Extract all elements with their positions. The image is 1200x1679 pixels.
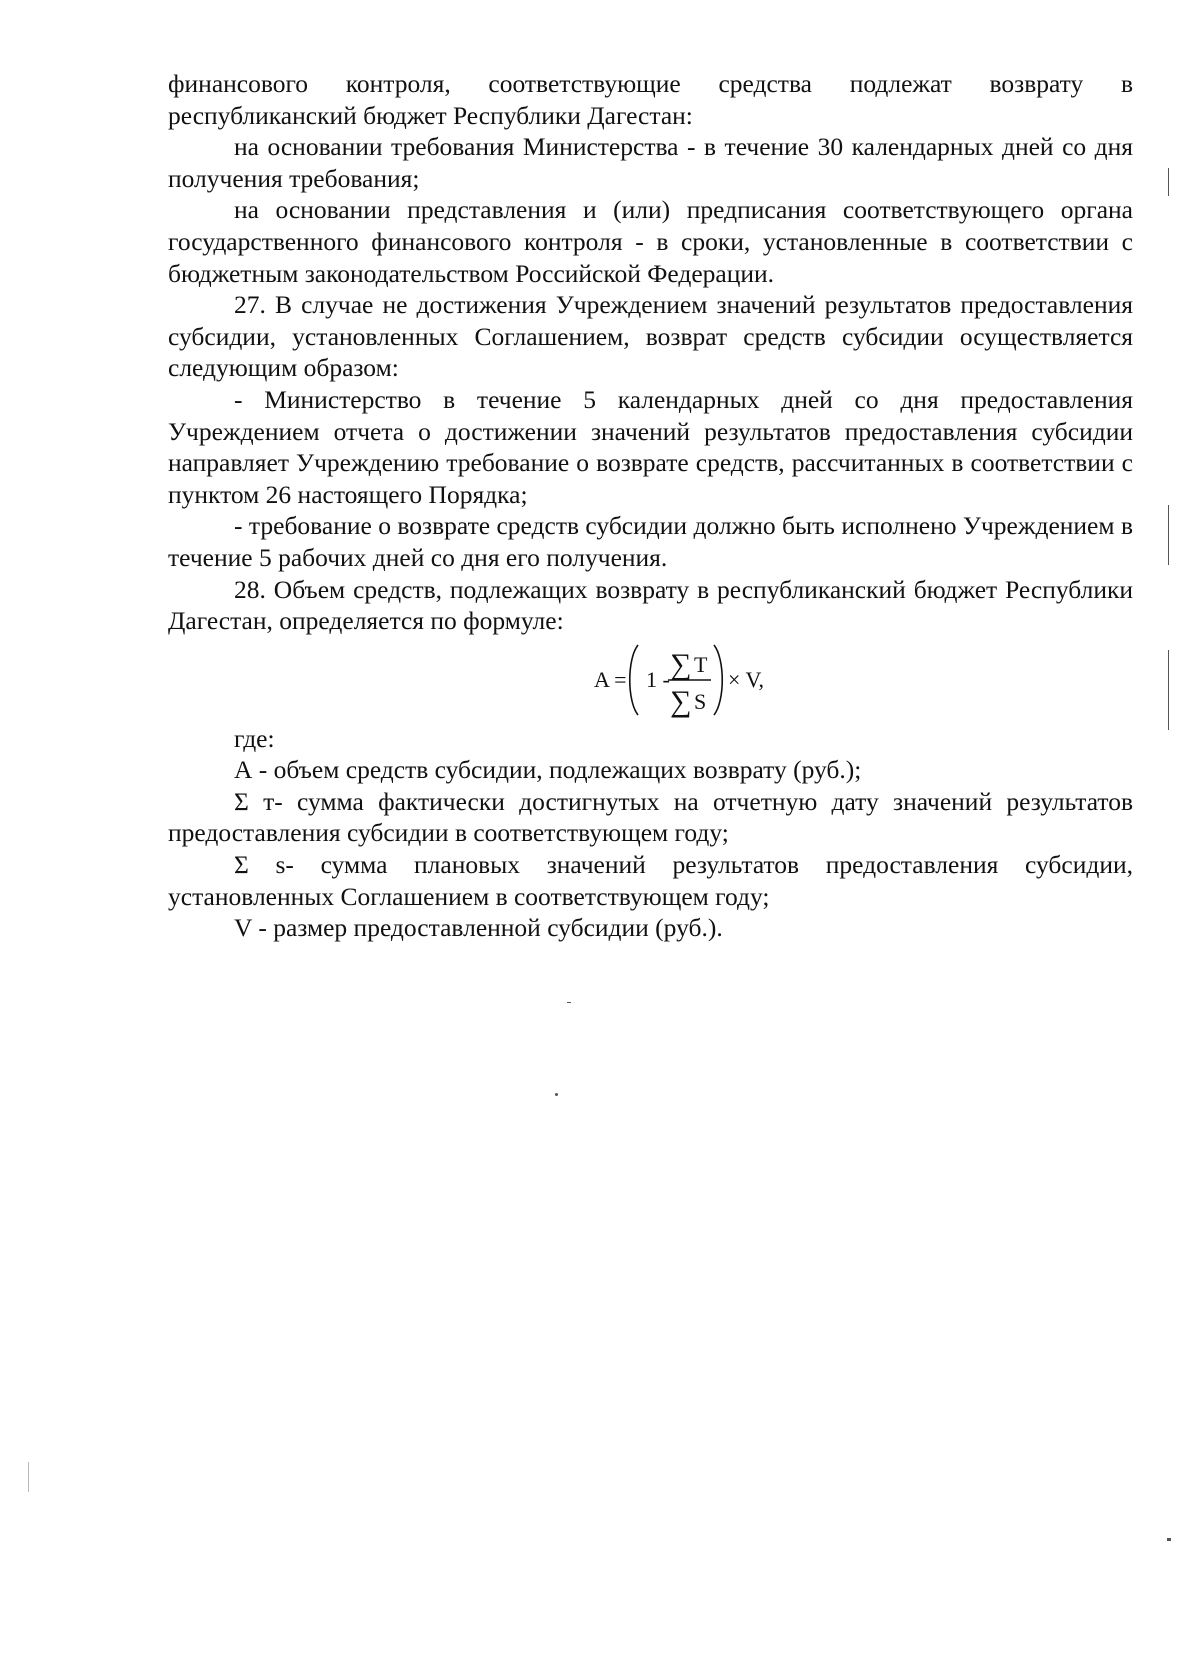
paragraph-control-body: на основании представления и (или) предписания соответствующего органа государственного финансового контроля - в сроки, установленные в соответствии с бюджетным законодательством Российской Федерации.: [168, 195, 1133, 288]
denominator-var: S: [694, 688, 707, 714]
definition-sum-t: Σ т- сумма фактически достигнутых на отчетную дату значений результатов предоставления субсидии в соответствующем году;: [168, 786, 1133, 848]
scan-dot: [555, 1093, 558, 1096]
scan-dot: [567, 1002, 571, 1003]
definition-a: А - объем средств субсидии, подлежащих возврату (руб.);: [234, 755, 862, 785]
return-formula: [168, 639, 1133, 721]
definition-where: где:: [234, 723, 275, 753]
definition-v: V - размер предоставленной субсидии (руб.).: [234, 913, 723, 943]
document-body: [168, 68, 1133, 944]
formula-times-v: × V,: [728, 666, 765, 692]
denominator-sigma: ∑: [670, 684, 692, 718]
paragraph-clause-27: 27. В случае не достижения Учреждением значений результатов предоставления субсидии, установленных Соглашением, возврат средств субсидии осуществляется следующим образом:: [168, 290, 1133, 383]
left-paren: [630, 645, 638, 715]
scan-dot: [1167, 1538, 1171, 1541]
scan-mark: [1168, 650, 1169, 730]
paragraph-ministry-requirement: на основании требования Министерства - в течение 30 календарных дней со дня получения требования;: [168, 132, 1133, 193]
scan-mark: [1168, 168, 1169, 196]
formula-one-minus: 1 -: [646, 666, 670, 692]
paragraph-ministry-notice: - Министерство в течение 5 календарных дней со дня предоставления Учреждением отчета о достижении значений результатов предоставления субсидии направляет Учреждению требование о возврате средств, рассчитанных в соответствии с пунктом 26 настоящего Порядка;: [168, 384, 1133, 509]
right-paren: [714, 645, 722, 715]
formula-graphic: [594, 639, 784, 721]
paragraph-return-deadline: - требование о возврате средств субсидии должно быть исполнено Учреждением в течение 5 рабочих дней со дня его получения.: [168, 511, 1133, 572]
paragraph-clause-28: 28. Объем средств, подлежащих возврату в республиканский бюджет Республики Дагестан, определяется по формуле:: [168, 574, 1133, 636]
paragraph-continuation: финансового контроля, соответствующие средства подлежат возврату в республиканский бюджет Республики Дагестан:: [168, 69, 1133, 130]
definition-sum-s: Σ s- сумма плановых значений результатов предоставления субсидии, установленных Соглашением в соответствующем году;: [168, 850, 1133, 911]
formula-lhs: A =: [594, 666, 627, 692]
scan-mark: [1168, 505, 1169, 565]
numerator-sigma: ∑: [670, 647, 692, 681]
scan-mark: [28, 1462, 29, 1492]
numerator-var: T: [694, 651, 708, 677]
